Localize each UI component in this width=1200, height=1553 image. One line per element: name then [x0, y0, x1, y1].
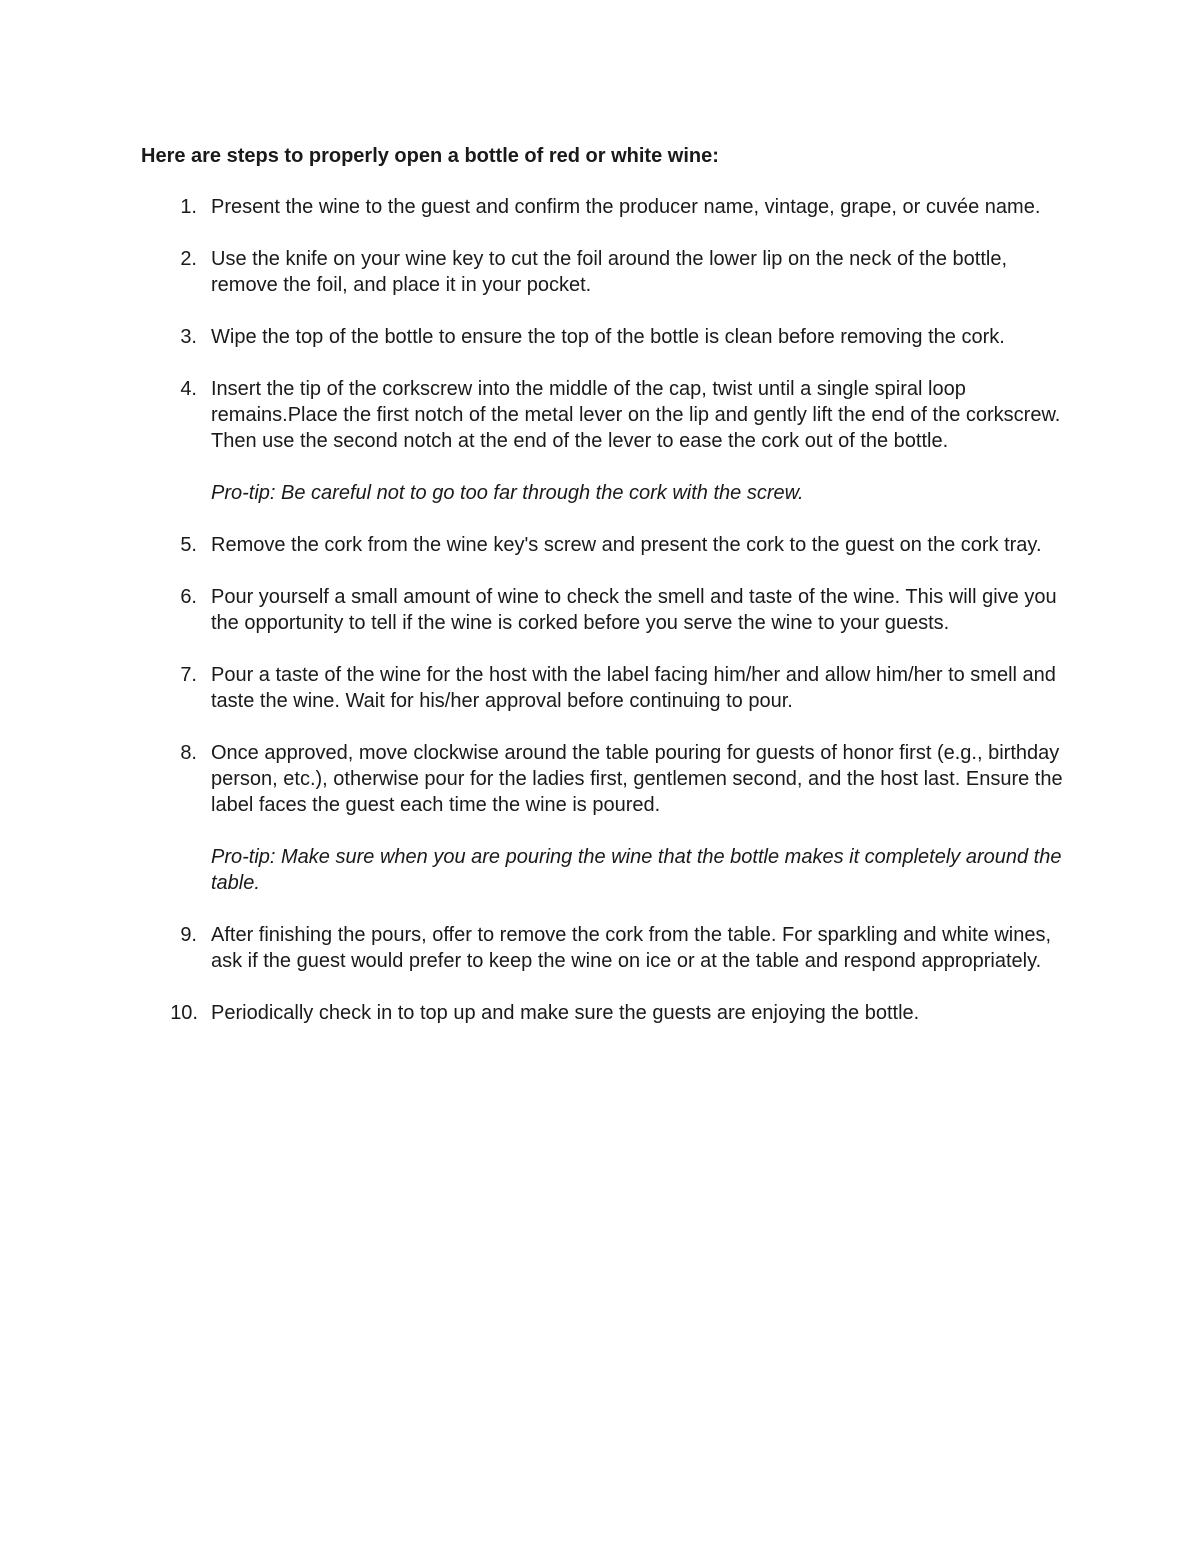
list-item — [0, 194, 1200, 220]
list-item — [0, 922, 1200, 974]
step-text: After finishing the pours, offer to remove the cork from the table. For sparkling and white wines, ask if the guest would prefer to keep the wine on ice or at the table and respond appropriately. — [211, 924, 1052, 972]
step-text: Once approved, move clockwise around the table pouring for guests of honor first (e.g., birthday person, etc.), otherwise pour for the ladies first, gentlemen second, and the host last. Ensure the label faces the guest each time the wine is poured. — [211, 742, 1063, 816]
step-body — [211, 376, 1071, 506]
document-heading: Here are steps to properly open a bottle of red or white wine: — [141, 145, 719, 167]
list-item — [0, 246, 1200, 298]
step-text: Use the knife on your wine key to cut the foil around the lower lip on the neck of the bottle, remove the foil, and place it in your pocket. — [211, 248, 1008, 296]
list-item — [0, 324, 1200, 350]
step-text: Present the wine to the guest and confirm the producer name, vintage, grape, or cuvée name. — [211, 196, 1041, 218]
step-text: Insert the tip of the corkscrew into the middle of the cap, twist until a single spiral loop remains.Place the first notch of the metal lever on the lip and gently lift the end of the corkscrew. Then use the second notch at the end of the lever to ease the cork out of the bottle. — [211, 378, 1061, 452]
step-number: 4. — [180, 378, 197, 400]
step-number: 9. — [180, 924, 197, 946]
list-item — [0, 662, 1200, 714]
step-text: Remove the cork from the wine key's screw and present the cork to the guest on the cork tray. — [211, 534, 1042, 556]
step-body — [211, 584, 1071, 636]
step-text: Wipe the top of the bottle to ensure the top of the bottle is clean before removing the cork. — [211, 326, 1005, 348]
step-text: Pour yourself a small amount of wine to check the smell and taste of the wine. This will give you the opportunity to tell if the wine is corked before you serve the wine to your guests. — [211, 586, 1057, 634]
step-text: Periodically check in to top up and make sure the guests are enjoying the bottle. — [211, 1002, 920, 1024]
step-body — [211, 532, 1071, 558]
step-body — [211, 662, 1071, 714]
step-number: 8. — [180, 742, 197, 764]
list-item — [0, 532, 1200, 558]
list-item — [0, 584, 1200, 636]
step-body — [211, 1000, 1071, 1026]
step-body — [211, 246, 1071, 298]
pro-tip: Pro-tip: Make sure when you are pouring the wine that the bottle makes it completely around the table. — [211, 846, 1062, 894]
step-body — [211, 194, 1071, 220]
step-body — [211, 324, 1071, 350]
list-item — [0, 376, 1200, 506]
list-item — [0, 1000, 1200, 1026]
step-number: 7. — [180, 664, 197, 686]
step-body — [211, 922, 1071, 974]
step-number: 3. — [180, 326, 197, 348]
step-text: Pour a taste of the wine for the host with the label facing him/her and allow him/her to smell and taste the wine. Wait for his/her approval before continuing to pour. — [211, 664, 1056, 712]
step-number: 6. — [180, 586, 197, 608]
step-number: 5. — [180, 534, 197, 556]
step-number: 2. — [180, 248, 197, 270]
list-item — [0, 740, 1200, 896]
steps-list — [0, 194, 1200, 1052]
pro-tip: Pro-tip: Be careful not to go too far through the cork with the screw. — [211, 482, 804, 504]
step-number: 10. — [170, 1002, 198, 1024]
step-body — [211, 740, 1071, 896]
step-number: 1. — [180, 196, 197, 218]
